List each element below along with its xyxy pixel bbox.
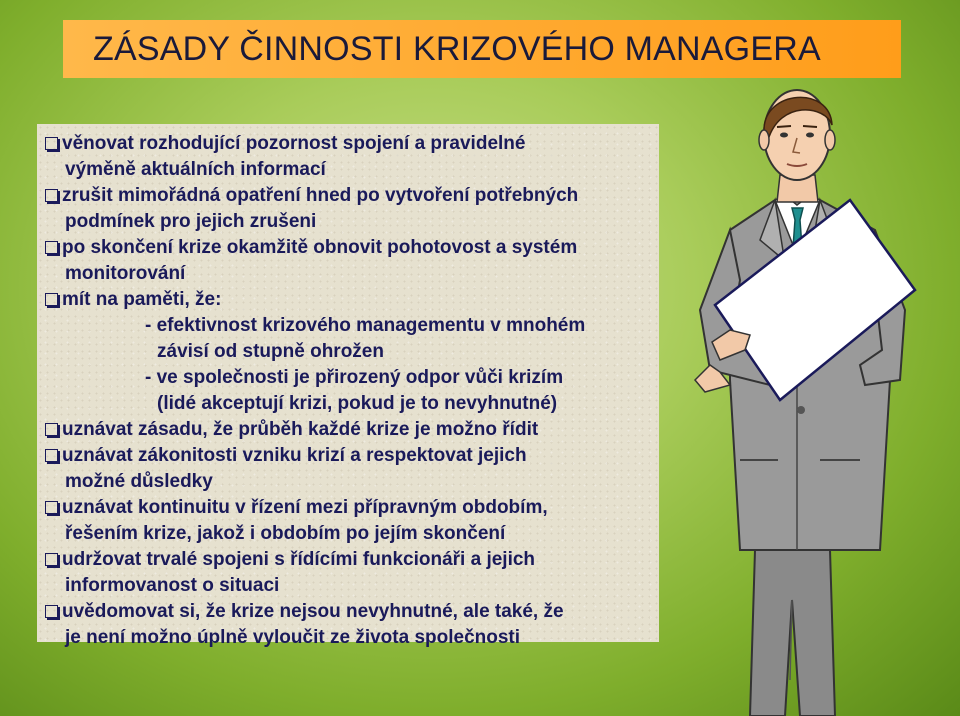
checkbox-bullet-icon	[45, 189, 58, 202]
list-item: zrušit mimořádná opatření hned po vytvoření potřebných	[45, 183, 578, 209]
list-item: po skončení krize okamžitě obnovit pohotovost a systém	[45, 235, 577, 261]
checkbox-bullet-icon	[45, 449, 58, 462]
list-item: uvědomovat si, že krize nejsou nevyhnutné, ale také, že	[45, 599, 564, 625]
sub-item-continuation: (lidé akceptují krizi, pokud je to nevyhnutné)	[157, 393, 558, 414]
list-item: uznávat zásadu, že průběh každé krize je možno řídit	[45, 417, 538, 443]
sub-item: - efektivnost krizového managementu v mnohém	[145, 315, 586, 336]
checkbox-bullet-icon	[45, 137, 58, 150]
list-item: uznávat kontinuitu v řízení mezi přípravným obdobím,	[45, 495, 548, 521]
page-title: ZÁSADY ČINNOSTI KRIZOVÉHO MANAGERA	[93, 29, 821, 68]
list-item-continuation: je není možno úplně vyloučit ze života společnosti	[65, 627, 521, 648]
checkbox-bullet-icon	[45, 423, 58, 436]
sub-item: - ve společnosti je přirozený odpor vůči krizím	[145, 367, 564, 388]
checkbox-bullet-icon	[45, 605, 58, 618]
list-item: udržovat trvalé spojeni s řídícími funkcionáři a jejich	[45, 547, 535, 573]
list-item-continuation: informovanost o situaci	[65, 575, 280, 596]
businessman-illustration	[660, 80, 960, 716]
list-item-continuation: výměně aktuálních informací	[65, 159, 326, 180]
list-item-continuation: možné důsledky	[65, 471, 213, 492]
list-item-continuation: řešením krize, jakož i obdobím po jejím skončení	[65, 523, 506, 544]
list-item: věnovat rozhodující pozornost spojení a pravidelné	[45, 131, 525, 157]
sub-item-continuation: závisí od stupně ohrožen	[157, 341, 384, 362]
checkbox-bullet-icon	[45, 293, 58, 306]
title-bar	[63, 20, 901, 78]
checkbox-bullet-icon	[45, 241, 58, 254]
content-box	[37, 124, 659, 648]
bullet-list	[37, 124, 659, 648]
list-item-continuation: monitorování	[65, 263, 186, 284]
checkbox-bullet-icon	[45, 501, 58, 514]
list-item: uznávat zákonitosti vzniku krizí a respektovat jejich	[45, 443, 527, 469]
checkbox-bullet-icon	[45, 553, 58, 566]
list-item-continuation: podmínek pro jejich zrušeni	[65, 211, 317, 232]
list-item: mít na paměti, že:	[45, 287, 221, 313]
